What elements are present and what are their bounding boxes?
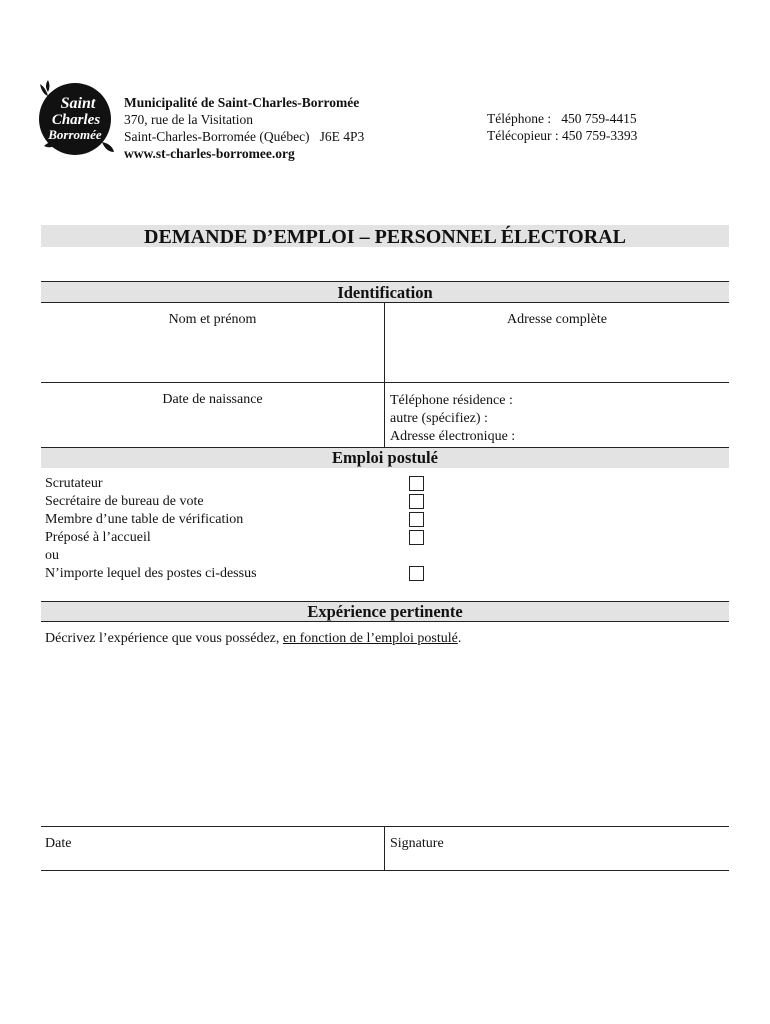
scrutateur-checkbox[interactable] <box>409 476 424 491</box>
organization-info <box>124 94 364 162</box>
experience-input-area[interactable] <box>41 652 729 822</box>
position-heading: Emploi postulé <box>332 448 438 467</box>
secretaire-checkbox[interactable] <box>409 494 424 509</box>
logo-text-1: Saint <box>60 95 96 112</box>
phone-number: Téléphone : 450 759-4415 <box>487 111 637 126</box>
org-name: Municipalité de Saint-Charles-Borromée <box>124 95 360 110</box>
option-label: Membre d’une table de vérification <box>45 512 244 527</box>
experience-instruction <box>45 630 461 648</box>
column-divider <box>384 826 385 871</box>
divider <box>41 382 729 383</box>
membre-table-checkbox[interactable] <box>409 512 424 527</box>
instruction-text: Décrivez l’expérience que vous possédez, <box>45 631 283 646</box>
home-phone-label: Téléphone résidence : <box>390 393 513 408</box>
date-label: Date <box>45 836 72 851</box>
option-label: Secrétaire de bureau de vote <box>45 494 204 509</box>
signature-label: Signature <box>390 836 444 851</box>
contact-info <box>487 110 637 144</box>
experience-heading: Expérience pertinente <box>307 602 463 621</box>
divider <box>41 302 729 303</box>
identification-heading: Identification <box>337 283 433 302</box>
dob-label: Date de naissance <box>162 392 263 407</box>
divider <box>41 870 729 871</box>
email-label: Adresse électronique : <box>390 429 516 444</box>
instruction-emphasis: en fonction de l’emploi postulé <box>282 631 458 646</box>
other-phone-label: autre (spécifiez) : <box>390 411 488 426</box>
divider <box>41 621 729 622</box>
option-label: Scrutateur <box>45 476 103 491</box>
address-label: Adresse complète <box>507 312 607 327</box>
option-label: N’importe lequel des postes ci-dessus <box>45 566 257 581</box>
org-address: 370, rue de la Visitation <box>124 112 254 127</box>
instruction-end: . <box>457 631 462 646</box>
logo-text-3: Borromée <box>48 127 102 142</box>
or-text: ou <box>45 548 59 563</box>
prepose-accueil-checkbox[interactable] <box>409 530 424 545</box>
org-city: Saint-Charles-Borromée (Québec) J6E 4P3 <box>124 129 365 144</box>
municipality-logo <box>34 76 116 158</box>
fax-number: Télécopieur : 450 759-3393 <box>487 128 638 143</box>
logo-text-2: Charles <box>51 112 101 128</box>
name-label: Nom et prénom <box>168 312 257 327</box>
org-website: www.st-charles-borromee.org <box>124 146 295 161</box>
option-label: Préposé à l’accueil <box>45 530 151 545</box>
form-title: DEMANDE D’EMPLOI – PERSONNEL ÉLECTORAL <box>144 226 626 248</box>
any-position-checkbox[interactable] <box>409 566 424 581</box>
divider <box>41 826 729 827</box>
